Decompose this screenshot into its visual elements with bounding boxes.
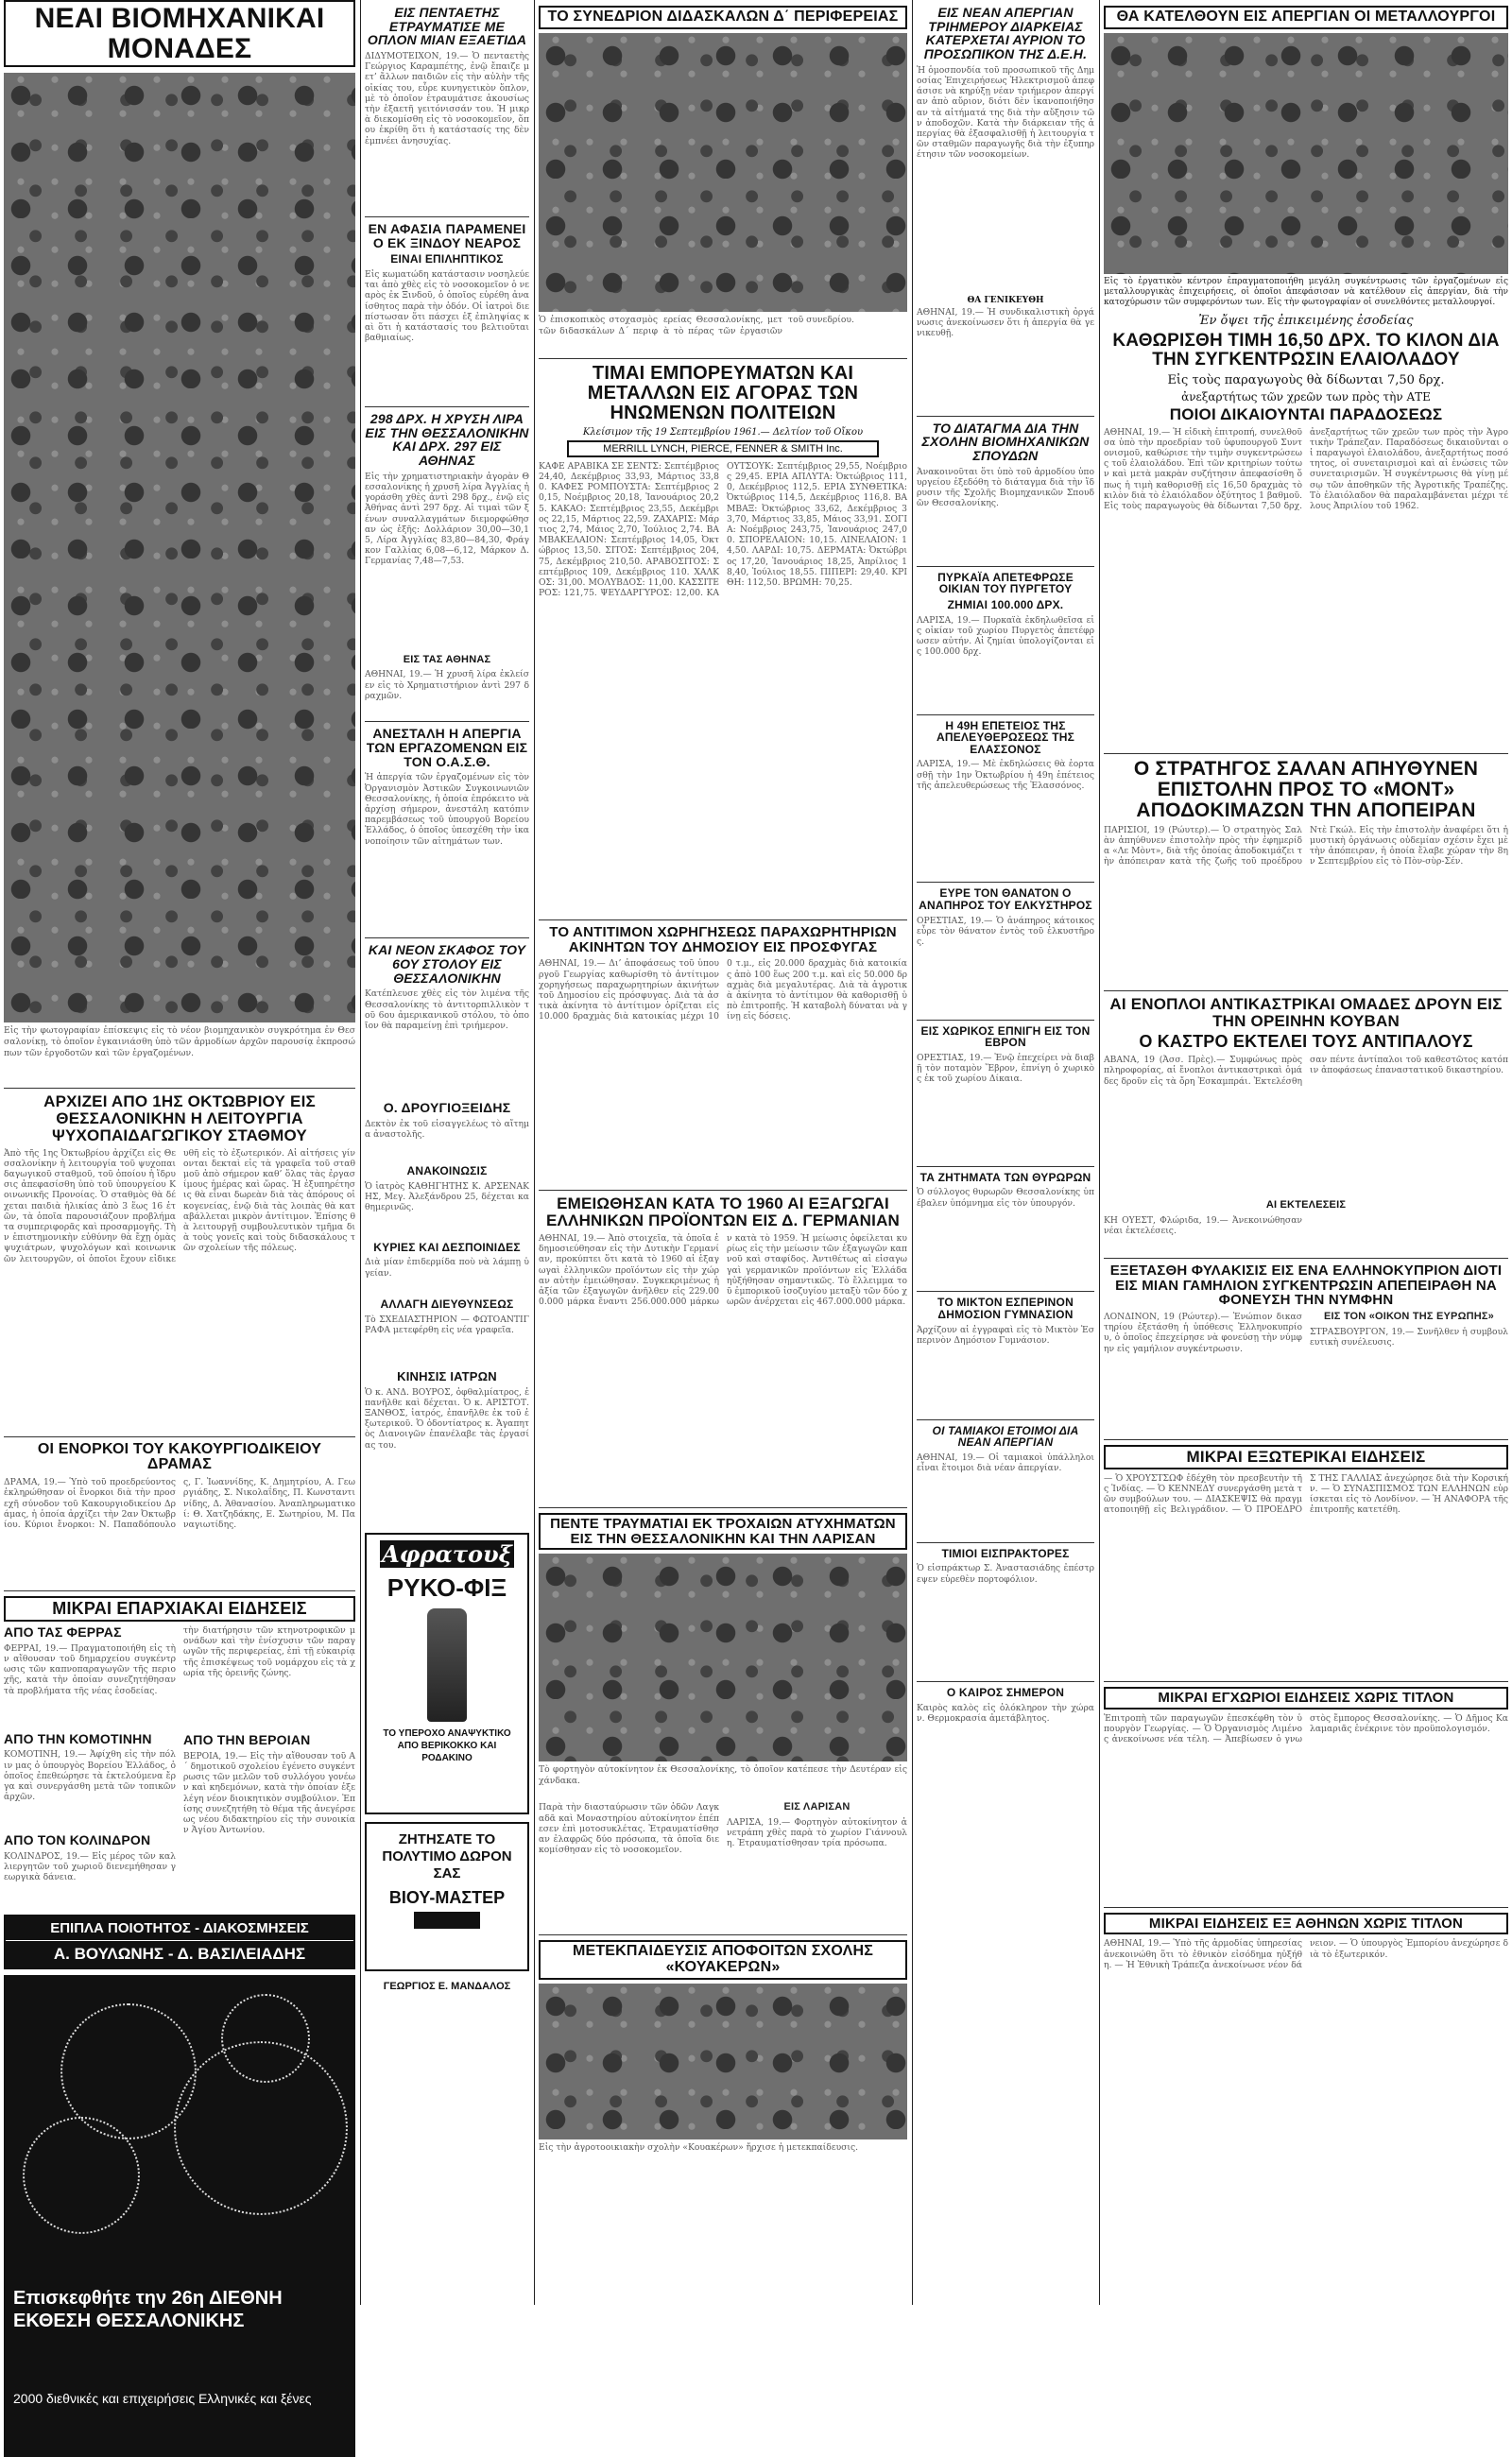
headline-cypriot-arrest: ΕΞΕΤΑΣΘΗ ΦΥΛΑΚΙΣΙΣ ΕΙΣ ΕΝΑ ΕΛΛΗΝΟΚΥΠΡΙΟΝ ΔΙΟΤΙ ΕΙΣ ΜΙΑΝ ΓΑΜΗΛΙΟΝ ΣΥΓΚΕΝΤΡΩΣΙΝ ΑΠΕΠΕΙΡΑΘΗ ΝΑ ΦΟΝΕΥΣΗ ΤΗΝ ΝΥΜΦΗΝ: [1109, 1262, 1503, 1309]
sub-larisa: ΕΙΣ ΛΑΡΙΣΑΝ: [783, 1801, 850, 1813]
headline-elassona: Η 49Η ΕΠΕΤΕΙΟΣ ΤΗΣ ΑΠΕΛΕΥΘΕΡΩΣΕΩΣ ΤΗΣ ΕΛΑΣΣΟΝΟΣ: [936, 718, 1074, 756]
article-cashiers: ΑΘΗΝΑΙ, 19.— Οἱ ταμιακοὶ ὑπάλληλοι εἶναι ἕτοιμοι διὰ νέαν ἀπεργίαν.: [917, 1452, 1094, 1473]
headline-salan-letter: Ο ΣΤΡΑΤΗΓΟΣ ΣΑΛΑΝ ΑΠΗΥΘΥΝΕΝ ΕΠΙΣΤΟΛΗΝ ΠΡΟΣ ΤΟ «ΜΟΝΤ» ΑΠΟΔΟΚΙΜΑΖΩΝ ΤΗΝ ΑΠΟΠΕΙΡΑΝ: [1133, 757, 1479, 821]
congress-photo: [539, 33, 907, 312]
article-kolindros: ΚΟΛΙΝΔΡΟΣ, 19.— Εἰς μέρος τῶν καλλιεργητῶν τοῦ χωριοῦ διενεμήθησαν γεωργικὰ δάνεια.: [4, 1851, 176, 1883]
sub-komotini: ΑΠΟ ΤΗΝ ΚΟΜΟΤΙΝΗΝ: [4, 1730, 152, 1746]
headline-psychopedagogic-station: ΑΡΧΙΖΕΙ ΑΠΟ 1ΗΣ ΟΚΤΩΒΡΙΟΥ ΕΙΣ ΘΕΣΣΑΛΟΝΙΚΗΝ Η ΛΕΙΤΟΥΡΓΙΑ ΨΥΧΟΠΑΙΔΑΓΩΓΙΚΟΥ ΣΤΑΘΜΟΥ: [43, 1092, 316, 1144]
sub-council-europe: ΕΙΣ ΤΟΝ «ΟΙΚΟΝ ΤΗΣ ΕΥΡΩΠΗΣ»: [1323, 1311, 1494, 1323]
factory-photo: [4, 73, 355, 1022]
article-ship: Κατέπλευσε χθὲς εἰς τὸν λιμένα τῆς Θεσσαλονίκης τὸ ἀντιτορπιλλικὸν τοῦ 6ου ἀμερικανικοῦ στόλου, τὸ ὁποῖον θὰ παραμείνῃ ἐπὶ τριήμερον.: [365, 988, 529, 1032]
article-komotini: ΚΟΜΟΤΙΝΗ, 19.— Ἀφίχθη εἰς τὴν πόλιν μας ὁ ὑπουργὸς Βορείου Ἑλλάδος, ὁ ὁποῖος ἐπεθεώρησε τὰ ἐκτελούμενα ἔργα καὶ συνεργάσθη μετὰ τῶν τοπικῶν ἀρχῶν.: [4, 1749, 176, 1803]
furniture-ad: [4, 1915, 355, 1969]
headline-gold-price: 298 ΔΡΧ. Η ΧΡΥΣΗ ΛΙΡΑ ΕΙΣ ΤΗΝ ΘΕΣΣΑΛΟΝΙΚΗΝ ΚΑΙ ΔΡΧ. 297 ΕΙΣ ΑΘΗΝΑΣ: [365, 411, 529, 469]
sub-kolindros: ΑΠΟ ΤΟΝ ΚΟΛΙΝΔΡΟΝ: [4, 1832, 151, 1848]
drink-ad-product: ΡΥΚΟ-ΦΙΞ: [387, 1572, 507, 1602]
article-serres: ΦΕΡΡΑΙ, 19.— Πραγματοποιήθη εἰς τὴν αἴθουσαν τοῦ δημαρχείου συγκέντρωσις τῶν καπνοπαραγωγῶν τῆς περιοχῆς, κατὰ τὴν ὁποίαν συνεζητήθησαν τὰ προβλήματα τῆς νέας ἐσοδείας.: [4, 1642, 176, 1696]
sub-afasia: ΕΙΝΑΙ ΕΠΙΛΗΠΤΙΚΟΣ: [390, 252, 504, 266]
drink-ad-brand: Αφρατουξ: [380, 1540, 514, 1568]
article-doctors: Ὁ κ. ΑΝΔ. ΒΟΥΡΟΣ, ὀφθαλμίατρος, ἐπανῆλθε καὶ δέχεται. Ὁ κ. ΑΡΙΣΤΟΤ. ΞΑΝΘΟΣ, ἰατρός, ἐπανῆλθε ἐκ τοῦ ἐξωτερικοῦ. Ὁ ὀδοντίατρος κ. Ἀγαπητὸς Διανοιγῶν ἐπανέλαβε τὰς ἐργασίας του.: [365, 1386, 529, 1451]
column-4: [917, 0, 1094, 2305]
headline-fire: ΠΥΡΚΑΪΑ ΑΠΕΤΕΦΡΩΣΕ ΟΙΚΙΑΝ ΤΟΥ ΠΥΡΓΕΤΟΥ: [937, 570, 1074, 596]
headline-drosoulides: Ο. ΔΡΟΥΓΙΟΞΕΙΔΗΣ: [383, 1100, 511, 1116]
column-5: [1104, 0, 1508, 2305]
article-castro: ΑΒΑΝΑ, 19 (Ἀσσ. Πρὲς).— Συμφώνως πρὸς πληροφορίας, αἱ ἔνοπλοι ἀντικαστρικαὶ ὁμάδες δροῦν εἰς τὰ ὄρη Ἐσκαμπράι. Ἐκτελέσθησαν πέντε ἀντίπαλοι τοῦ καθεστῶτος κατόπιν ἀποφάσεως ἐπαναστατικοῦ δικαστηρίου.: [1104, 1055, 1508, 1087]
fair-ad-sub: 2000 διεθνικές και επιχειρήσεις Ελληνικές και ξένες: [13, 2391, 312, 2407]
biomaster-ad-title: ΖΗΤΗΣΑΤΕ ΤΟ ΠΟΛΥΤΙΜΟ ΔΩΡΟΝ ΣΑΣ: [382, 1830, 512, 1881]
headline-new-industrial-units: ΝΕΑΙ ΒΙΟΜΗΧΑΝΙΚΑΙ ΜΟΝΑΔΕΣ: [4, 0, 355, 67]
article-athens-news: ΑΘΗΝΑΙ, 19.— Ὑπὸ τῆς ἀρμοδίας ὑπηρεσίας ἀνεκοινώθη ὅτι τὸ ἐθνικὸν εἰσόδημα ηὐξήθη. — Ἡ Ἐθνικὴ Τράπεζα ἀνεκοίνωσε νέον δάνειον. — Ὁ ὑπουργὸς Ἐμπορίου ἀνεχώρησε διὰ τὸ ἐξωτερικόν.: [1104, 1938, 1508, 1970]
drink-ad: [365, 1533, 529, 1814]
headline-foreign-news: ΜΙΚΡΑΙ ΕΞΩΤΕΡΙΚΑΙ ΕΙΔΗΣΕΙΣ: [1104, 1445, 1508, 1469]
article-veria: ΒΕΡΟΙΑ, 19.— Εἰς τὴν αἴθουσαν τοῦ Α΄ δημοτικοῦ σχολείου ἐγένετο συγκέντρωσις τῶν μελῶν τοῦ συλλόγου γονέων καὶ κηδεμόνων, κατὰ τὴν ὁποίαν ἐξελέγη νέον διοικητικὸν συμβούλιον. Ἐπίσης συνεζητήθη τὸ θέμα τῆς ἀνεγέρσεως νέου διδακτηρίου εἰς τὴν συνοικίαν Ἁγίου Ἀντωνίου.: [183, 1750, 355, 1836]
article-exports: ΑΘΗΝΑΙ, 19.— Ἀπὸ στοιχεῖα, τὰ ὁποῖα ἐδημοσιεύθησαν εἰς τὴν Δυτικὴν Γερμανίαν, προκύπτει ὅτι κατὰ τὸ 1960 αἱ ἐξαγωγαὶ ἑλληνικῶν προϊόντων εἰς τὴν χώραν αὐτὴν ἐμειώθησαν. Συγκεκριμένως ἡ ἀξία τῶν ἐξαγωγῶν ἀνῆλθεν εἰς 229.000.000 μάρκα ἔναντι 256.000.000 μάρκων κατὰ τὸ 1959. Ἡ μείωσις ὀφείλεται κυρίως εἰς τὴν μείωσιν τῶν ἐξαγωγῶν καπνοῦ καὶ σταφίδος. Ἀντιθέτως αἱ εἰσαγωγαὶ γερμανικῶν προϊόντων εἰς Ἑλλάδα ηὐξήθησαν σημαντικῶς. Τὸ ἔλλειμμα τοῦ ἐμπορικοῦ ἰσοζυγίου μεταξὺ τῶν δύο χωρῶν ἀνέρχεται εἰς 467.000.000 μάρκα.: [539, 1232, 907, 1308]
article-oasth: Ἡ ἀπεργία τῶν ἐργαζομένων εἰς τὸν Ὀργανισμὸν Ἀστικῶν Συγκοινωνιῶν Θεσσαλονίκης, ἡ ὁποία ἐπρόκειτο νὰ ἀρχίσῃ σήμερον, ἀνεστάλη κατόπιν παρεμβάσεως τοῦ ὑπουργοῦ Βορείου Ἑλλάδος, ὁ ὁποῖος ὑπεσχέθη τὴν ἱκανοποίησιν τῶν αἰτημάτων των.: [365, 772, 529, 847]
article-death: ΟΡΕΣΤΙΑΣ, 19.— Ὁ ἀνάπηρος κάτοικος εὗρε τὸν θάνατον ἐντὸς τοῦ ἐλκυστῆρος.: [917, 915, 1094, 947]
headline-oasth-strike: ΑΝΕΣΤΑΛΗ Η ΑΠΕΡΓΙΑ ΤΩΝ ΕΡΓΑΖΟΜΕΝΩΝ ΕΙΣ ΤΟΝ Ο.Α.Σ.Θ.: [366, 726, 528, 769]
headline-commodity-prices: ΤΙΜΑΙ ΕΜΠΟΡΕΥΜΑΤΩΝ ΚΑΙ ΜΕΤΑΛΛΩΝ ΕΙΣ ΑΓΟΡΑΣ ΤΩΝ ΗΝΩΜΕΝΩΝ ΠΟΛΙΤΕΙΩΝ: [587, 362, 859, 423]
article-doormen: Ὁ σύλλογος θυρωρῶν Θεσσαλονίκης ὑπέβαλεν ὑπόμνημα εἰς τὸν ὑπουργόν.: [917, 1187, 1094, 1209]
prices-dateline: Κλείσιμον τῆς 19 Σεπτεμβρίου 1961.— Δελτίον τοῦ Οἴκου: [582, 426, 864, 438]
headline-traffic-accidents: ΠΕΝΤΕ ΤΡΑΥΜΑΤΙΑΙ ΕΚ ΤΡΟΧΑΙΩΝ ΑΤΥΧΗΜΑΤΩΝ ΕΙΣ ΤΗΝ ΘΕΣΣΑΛΟΝΙΚΗΝ ΚΑΙ ΤΗΝ ΛΑΡΙΣΑΝ: [539, 1513, 907, 1551]
article-pentaeti: ΔΙΔΥΜΟΤΕΙΧΟΝ, 19.— Ὁ πενταετὴς Γεώργιος Καραμπέτης, ἐνῷ ἔπαιζε μετ’ ἄλλων παιδιῶν εἰς τὴν αὐλὴν τῆς οἰκίας του, εὗρε κυνηγετικὸν ὅπλον, μὲ τὸ ὁποῖον ἐτραυμάτισε ἀκουσίως τὴν ἑξαετῆ γειτόνισσάν του. Ἡ μικρὰ διεκομίσθη εἰς τὸ νοσοκομεῖον, ὅπου ἐκρίθη ὅτι ἡ κατάστασίς της δὲν ἐμπνέει ἀνησυχίας.: [365, 51, 529, 146]
article-evros: ΟΡΕΣΤΙΑΣ, 19.— Ἐνῷ ἐπεχείρει νὰ διαβῇ τὸν ποταμὸν Ἕβρον, ἐπνίγη ὁ χωρικὸς ἐκ τοῦ χωρίου Δίκαια.: [917, 1052, 1094, 1085]
headline-evros-drowning: ΕΙΣ ΧΩΡΙΚΟΣ ΕΠΝΙΓΗ ΕΙΣ ΤΟΝ ΕΒΡΟΝ: [920, 1023, 1091, 1050]
drink-ad-bottle: [427, 1608, 467, 1722]
headline-death-lift: ΕΥΡΕ ΤΟΝ ΘΑΝΑΤΟΝ Ο ΑΝΑΠΗΡΟΣ ΤΟΥ ΕΛΚΥΣΤΗΡΟΣ: [919, 886, 1092, 912]
doctor-ad: ΓΕΩΡΓΙΟΣ Ε. ΜΑΝΔΑΛΟΣ: [383, 1980, 511, 1992]
headline-6th-fleet-ship: ΚΑΙ ΝΕΟΝ ΣΚΑΦΟΣ ΤΟΥ 6ΟΥ ΣΤΟΛΟΥ ΕΙΣ ΘΕΣΣΑΛΟΝΙΚΗΝ: [368, 942, 526, 986]
article-elassona: ΛΑΡΙΣΑ, 19.— Μὲ ἐκδηλώσεις θὰ ἑορτασθῇ τὴν 1ην Ὀκτωβρίου ἡ 49η ἐπέτειος τῆς ἀπελευθερώσεως τῆς Ἐλασσόνος.: [917, 759, 1094, 791]
headline-athens-news: ΜΙΚΡΑΙ ΕΙΔΗΣΕΙΣ ΕΞ ΑΘΗΝΩΝ ΧΩΡΙΣ ΤΙΤΛΟΝ: [1104, 1913, 1508, 1935]
metalworkers-caption: Εἰς τὸ ἐργατικὸν κέντρον ἐπραγματοποιήθη μεγάλη συγκέντρωσις τῶν ἐργαζομένων εἰς μεταλλουργικὰς ἐπιχειρήσεις, οἱ ὁποῖοι ἀπεφάσισαν νὰ κατέλθουν εἰς ἀπεργίαν, διὰ τὴν κατοχύρωσιν τῶν συμφερόντων των. Εἰς τὴν φωτογραφίαν οἱ συνελθόντες μεταλλουργοί.: [1104, 276, 1508, 307]
article-weather: Καιρὸς καλὸς εἰς ὁλόκληρον τὴν χώραν. Θερμοκρασία ἀμετάβλητος.: [917, 1702, 1094, 1725]
article-genikeusi: ΑΘΗΝΑΙ, 19.— Ἡ συνδικαλιστικὴ ὀργάνωσις ἀνεκοίνωσεν ὅτι ἡ ἀπεργία θὰ γενικευθῇ.: [917, 306, 1094, 339]
sub-executions: ΑΙ ΕΚΤΕΛΕΣΕΙΣ: [1265, 1199, 1347, 1211]
article-athens-gold: ΑΘΗΝΑΙ, 19.— Ἡ χρυσῆ λίρα ἐκλείσεν εἰς τὸ Χρηματιστήριον ἀντὶ 297 δραχμῶν.: [365, 669, 529, 701]
headline-doctors: ΚΙΝΗΣΙΣ ΙΑΤΡΩΝ: [397, 1368, 497, 1383]
headline-cashiers-strike: ΟΙ ΤΑΜΙΑΚΟΙ ΕΤΟΙΜΟΙ ΔΙΑ ΝΕΑΝ ΑΠΕΡΓΙΑΝ: [932, 1423, 1079, 1450]
headline-afasia: ΕΝ ΑΦΑΣΙΑ ΠΑΡΑΜΕΝΕΙ Ο ΕΚ ΞΙΝΔΟΥ ΝΕΑΡΟΣ: [368, 221, 526, 250]
sub-fire: ΖΗΜΙΑΙ 100.000 ΔΡΧ.: [947, 598, 1064, 611]
quaker-school-photo: [539, 1984, 907, 2139]
accident-photo: [539, 1554, 907, 1761]
prices-firm: MERRILL LYNCH, PIERCE, FENNER & SMITH Inc.: [567, 440, 879, 457]
article-drama-jurors: ΔΡΑΜΑ, 19.— Ὑπὸ τοῦ προεδρεύοντος ἐκληρώθησαν οἱ ἔνορκοι διὰ τὴν προσεχῆ σύνοδον τοῦ Κακουργιοδικείου Δράμας, ἡ ὁποία ἀρχίζει τὴν 2αν Ὀκτωβρίου. Κύριοι ἔνορκοι: Ν. Παπαδόπουλος, Γ. Ἰωαννίδης, Κ. Δημητρίου, Α. Γεωργιάδης, Σ. Νικολαΐδης, Π. Κωνσταντινίδης, Δ. Ἀθανασίου. Ἀναπληρωματικοί: Θ. Χατζηδάκης, Ε. Σωτηρίου, Μ. Παναγιωτίδης.: [4, 1477, 355, 1530]
viewmaster-logo: [414, 1912, 480, 1929]
article-collectors: Ὁ εἰσπράκτωρ Σ. Ἀναστασιάδης ἐπέστρεψεν εὑρεθὲν πορτοφόλιον.: [917, 1563, 1094, 1585]
headline-metalworkers: ΘΑ ΚΑΤΕΛΘΟΥΝ ΕΙΣ ΑΠΕΡΓΙΑΝ ΟΙ ΜΕΤΑΛΛΟΥΡΓΟΙ: [1104, 6, 1508, 29]
headline-quaker-school: ΜΕΤΕΚΠΑΙΔΕΥΣΙΣ ΑΠΟΦΟΙΤΩΝ ΣΧΟΛΗΣ «ΚΟΥΑΚΕΡΩΝ»: [539, 1940, 907, 1980]
headline-announcement: ΑΝΑΚΟΙΝΩΣΙΣ: [406, 1164, 488, 1178]
article-foreign: — Ὁ ΧΡΟΥΣΤΣΩΦ ἐδέχθη τὸν πρεσβευτὴν τῆς Ἰνδίας. — Ὁ ΚΕΝΝΕΔΥ συνεργάσθη μετὰ τῶν συμβούλων του. — ΔΙΑΣΚΕΨΙΣ θὰ πραγματοποιηθῇ εἰς Βελιγράδιον. — Ὁ ΠΡΟΕΔΡΟΣ ΤΗΣ ΓΑΛΛΙΑΣ ἀνεχώρησε διὰ τὴν Κορσικήν. — Ὁ ΣΥΝΑΣΠΙΣΜΟΣ ΤΩΝ ΕΛΛΗΝΩΝ εὑρίσκεται εἰς τὸ Λονδίνον. — Ἡ ΑΝΑΦΟΡΑ τῆς ἐπιτροπῆς κατετέθη.: [1104, 1472, 1508, 1516]
article-announcement: Ὁ ἰατρὸς ΚΑΘΗΓΗΤΗΣ Κ. ΑΡΣΕΝΑΚΗΣ, Μεγ. Ἀλεξάνδρου 25, δέχεται καθημερινῶς.: [365, 1180, 529, 1213]
headline-refugee-titles: ΤΟ ΑΝΤΙΤΙΜΟΝ ΧΩΡΗΓΗΣΕΩΣ ΠΑΡΑΧΩΡΗΤΗΡΙΩΝ ΑΚΙΝΗΤΩΝ ΤΟΥ ΔΗΜΟΣΙΟΥ ΕΙΣ ΠΡΟΣΦΥΓΑΣ: [549, 923, 897, 955]
article-decree: Ἀνακοινοῦται ὅτι ὑπὸ τοῦ ἁρμοδίου ὑπουργείου ἐξεδόθη τὸ διάταγμα διὰ τὴν ἵδρυσιν τῆς Σχολῆς Βιομηχανικῶν Σπουδῶν Θεσσαλονίκης.: [917, 466, 1094, 509]
article-gold: Εἰς τὴν χρηματιστηριακὴν ἀγορὰν Θεσσαλονίκης ἡ χρυσῆ λίρα Ἀγγλίας ἠγοράσθη χθὲς ἀντὶ 298 δρχ., ἐνῷ εἰς Ἀθήνας ἀντὶ 297 δρχ. Αἱ τιμαὶ τῶν ξένων συναλλαγμάτων διεμορφώθησαν ὡς ἑξῆς: Δολλάριον 30,00—30,15, Λίρα Ἀγγλίας 83,80—84,30, Φράγκον Γαλλίας 6,08—6,12, Μάρκον Δ. Γερμανίας 7,48—7,53.: [365, 471, 529, 567]
headline-address-change: ΑΛΛΑΓΗ ΔΙΕΥΘΥΝΣΕΩΣ: [380, 1297, 514, 1312]
column-2: [365, 0, 529, 2305]
column-3: [539, 0, 907, 2305]
column-1: [4, 0, 355, 2407]
sub-oil-producers: Εἰς τοὺς παραγωγοὺς θὰ δίδωνται 7,50 δρχ.: [1167, 372, 1445, 387]
headline-exports-germany: ΕΜΕΙΩΘΗΣΑΝ ΚΑΤΑ ΤΟ 1960 ΑΙ ΕΞΑΓΩΓΑΙ ΕΛΛΗΝΙΚΩΝ ΠΡΟΪΟΝΤΩΝ ΕΙΣ Δ. ΓΕΡΜΑΝΙΑΝ: [545, 1194, 901, 1230]
article-afasia: Εἰς κωματώδη κατάστασιν νοσηλεύεται ἀπὸ χθὲς εἰς τὸ νοσοκομεῖον ὁ νεαρὸς ἐκ Ξινδοῦ, ὁ ὁποῖος εὑρέθη ἀναίσθητος παρὰ τὴν ὁδόν. Οἱ ἰατροὶ διεπίστωσαν ὅτι πάσχει ἐξ ἐπιληψίας καὶ ὅτι ἡ κατάστασίς του βελτιοῦται βαθμιαίως.: [365, 269, 529, 344]
sub-oil-debts: ἀνεξαρτήτως τῶν χρεῶν των πρὸς τὴν ΑΤΕ: [1181, 389, 1431, 404]
article-accidents: Παρὰ τὴν διασταύρωσιν τῶν ὁδῶν Λαγκαδᾶ καὶ Μοναστηρίου αὐτοκίνητον ἐπέπεσεν ἐπὶ μοτοσυκλέτας. Ἐτραυματίσθησαν ἐλαφρῶς δύο πρόσωπα, τὰ ὁποῖα διεκομίσθησαν εἰς τὸ νοσοκομεῖον. ΕΙΣ ΛΑΡΙΣΑΝ ΛΑΡΙΣΑ, 19.— Φορτηγὸν αὐτοκίνητον ἀνετράπη χθὲς παρὰ τὸ χωρίον Γιάννουλη. Ἐτραυματίσθησαν τρία πρόσωπα.: [539, 1801, 907, 1856]
article-domestic: Ἐπιτροπὴ τῶν παραγωγῶν ἐπεσκέφθη τὸν ὑπουργὸν Γεωργίας. — Ὁ Ὀργανισμὸς Λιμένος ἀνεκοίνωσε νέα τέλη. — Ἀπεβίωσεν ὁ γνωστὸς ἔμπορος Θεσσαλονίκης. — Ὁ Δῆμος Καλαμαριᾶς ἐνέκρινε τὸν προϋπολογισμόν.: [1104, 1712, 1508, 1745]
headline-castro-executes: Ο ΚΑΣΤΡΟ ΕΚΤΕΛΕΙ ΤΟΥΣ ΑΝΤΙΠΑΛΟΥΣ: [1139, 1032, 1473, 1052]
biomaster-ad: [365, 1822, 529, 1971]
biomaster-ad-brand: ΒΙΟΥ-ΜΑΣΤΕΡ: [388, 1887, 506, 1907]
article-salan: ΠΑΡΙΣΙΟΙ, 19 (Ρώυτερ).— Ὁ στρατηγὸς Σαλὰν ἀπηύθυνεν ἐπιστολὴν πρὸς τὴν ἐφημερίδα «Λε Μὸντ», διὰ τῆς ὁποίας ἀποδοκιμάζει τὴν ἀπόπειραν κατὰ τῆς ζωῆς τοῦ προέδρου Ντὲ Γκώλ. Εἰς τὴν ἐπιστολὴν ἀναφέρει ὅτι ἡ μυστικὴ ὀργάνωσις οὐδεμίαν σχέσιν ἔχει μὲ τὴν ἀπόπειραν, ἡ ὁποία ἔλαβε χώραν τὴν 8ην Σεπτεμβρίου εἰς τὸ Πὸν-σὺρ-Σέν.: [1104, 824, 1508, 868]
article-prices: ΚΑΦΕ ΑΡΑΒΙΚΑ ΣΕ ΣΕΝΤΣ: Σεπτέμβριος 24,40, Δεκέμβριος 33,93, Μάρτιος 33,80. ΚΑΦΕΣ ΡΟΜΠΟΥΣΤΑ: Σεπτέμβριος 20,15, Νοέμβριος 20,18, Ἰανουάριος 20,25. ΚΑΚΑΟ: Σεπτέμβριος 23,55, Δεκέμβριος 22,15, Μάρτιος 22,59. ΖΑΧΑΡΙΣ: Μάρτιος 2,74, Μάιος 2,70, Ἰούλιος 2,74. ΒΑΜΒΑΚΕΛΑΙΟΝ: Σεπτέμβριος 14,05, Ὀκτώβριος 13,50. ΣΙΤΟΣ: Σεπτέμβριος 204,75, Δεκέμβριος 210,50. ΑΡΑΒΟΣΙΤΟΣ: Σεπτέμβριος 109, Δεκέμβριος 110. ΧΑΛΚΟΣ: 31,00. ΜΟΛΥΒΔΟΣ: 11,00. ΚΑΣΣΙΤΕΡΟΣ: 121,75. ΨΕΥΔΑΡΓΥΡΟΣ: 12,00. ΚΑΟΥΤΣΟΥΚ: Σεπτέμβριος 29,55, Νοέμβριος 29,45. ΕΡΙΑ ΑΠΛΥΤΑ: Ὀκτώβριος 111,0, Δεκέμβριος 112,5. ΕΡΙΑ ΣΥΝΘΕΤΙΚΑ: Ὀκτώβριος 114,5, Δεκέμβριος 116,8. ΒΑΜΒΑΞ: Ὀκτώβριος 33,62, Δεκέμβριος 33,70, Μάρτιος 33,85, Μάιος 33,91. ΣΟΓΙΑ: Νοέμβριος 243,75, Ἰανουάριος 247,00. ΣΠΟΡΕΛΑΙΟΝ: 10,15. ΛΙΝΕΛΑΙΟΝ: 14,50. ΛΑΡΔΙ: 10,75. ΔΕΡΜΑΤΑ: Ὀκτώβριος 17,20, Ἰανουάριος 18,25, Ἀπρίλιος 18,40, Ἰούλιος 18,55. ΠΙΠΕΡΙ: 29,40. ΚΡΙΘΗ: 112,50. ΒΡΩΜΗ: 70,25.: [539, 460, 907, 599]
furniture-ad-title: ΕΠΙΠΛΑ ΠΟΙΟΤΗΤΟΣ - ΔΙΑΚΟΣΜΗΣΕΙΣ: [6, 1916, 353, 1940]
article-cypriot: ΛΟΝΔΙΝΟΝ, 19 (Ρώυτερ).— Ἐνώπιον δικαστηρίου ἐξετάσθη ἡ ὑπόθεσις Ἑλληνοκυπρίου, ὁ ὁποῖος ἐπεχείρησε νὰ φονεύσῃ τὴν νύμφην εἰς γαμήλιον συγκέντρωσιν. ΕΙΣ ΤΟΝ «ΟΙΚΟΝ ΤΗΣ ΕΥΡΩΠΗΣ» ΣΤΡΑΣΒΟΥΡΓΟΝ, 19.— Συνῆλθεν ἡ συμβουλευτικὴ συνέλευσις.: [1104, 1311, 1508, 1354]
headline-anticastro-groups: ΑΙ ΕΝΟΠΛΟΙ ΑΝΤΙΚΑΣΤΡΙΚΑΙ ΟΜΑΔΕΣ ΔΡΟΥΝ ΕΙΣ ΤΗΝ ΟΡΕΙΝΗΝ ΚΟΥΒΑΝ: [1109, 994, 1503, 1030]
headline-dei-strike: ΕΙΣ ΝΕΑΝ ΑΠΕΡΓΙΑΝ ΤΡΙΗΜΕΡΟΥ ΔΙΑΡΚΕΙΑΣ ΚΑΤΕΡΧΕΤΑΙ ΑΥΡΙΟΝ ΤΟ ΠΡΟΣΩΠΙΚΟΝ ΤΗΣ Δ.Ε.Η.: [923, 5, 1088, 62]
article-provincial-cont: τὴν διατήρησιν τῶν κτηνοτροφικῶν μονάδων καὶ τὴν ἐνίσχυσιν τῶν παραγωγῶν τῆς περιφερείας, ἐπὶ τῇ εὐκαιρίᾳ τῆς ἐπισκέψεως τοῦ νομάρχου εἰς τὰ χωρία τῆς ὀρεινῆς ζώνης.: [183, 1625, 355, 1678]
article-olive-oil: ΑΘΗΝΑΙ, 19.— Ἡ εἰδικὴ ἐπιτροπή, συνελθοῦσα ὑπὸ τὴν προεδρίαν τοῦ ὑφυπουργοῦ Συντονισμοῦ, καθώρισε τὴν τιμὴν συγκεντρώσεως τοῦ ἐλαιολάδου. Ἐπὶ τῶν κριτηρίων τούτων καὶ μετὰ μακρὰν συζήτησιν ἀπεφασίσθη ὅπως ἡ τιμὴ καθορισθῇ εἰς 16,50 δραχμὰς τὸ κιλὸν διὰ τὸ ἐλαιόλαδον ὀξύτητος 1 βαθμοῦ. Εἰς τοὺς παραγωγοὺς θὰ δίδωνται 7,50 δρχ. ἀνεξαρτήτως τῶν χρεῶν των πρὸς τὴν Ἀγροτικὴν Τράπεζαν. Παραδόσεως δικαιοῦνται οἱ παραγωγοὶ ἐλαιολάδου, ἀνεξαρτήτως ποσότητος, οἱ συνεταιρισμοὶ καὶ αἱ ἑνώσεις τῶν συνεταιρισμῶν. Ἡ συγκέντρωσις θὰ γίνῃ μέσῳ τῶν ἀποθηκῶν τῆς Ἀγροτικῆς Τραπέζης. Τὸ ἐλαιόλαδον θὰ παραλαμβάνεται μέχρι τέλους Ἀπριλίου τοῦ 1962.: [1104, 426, 1508, 511]
article-dei-strike: Ἡ ὁμοσπονδία τοῦ προσωπικοῦ τῆς Δημοσίας Ἐπιχειρήσεως Ἠλεκτρισμοῦ ἀπεφάσισε νὰ κηρύξῃ νέαν τριήμερον ἀπεργίαν ἀπὸ αὔριον, διότι δὲν ἱκανοποιήθησαν τὰ αἰτήματά της διὰ τὴν αὔξησιν τῶν ἀποδοχῶν. Κατὰ τὴν διάρκειαν τῆς ἀπεργίας θὰ ἐξασφαλισθῇ ἡ λειτουργία τῶν σταθμῶν παραγωγῆς διὰ τὴν ἐξυπηρέτησιν τῶν νοσοκομείων.: [917, 64, 1094, 161]
drink-ad-desc: ΤΟ ΥΠΕΡΟΧΟ ΑΝΑΨΥΚΤΙΚΟ ΑΠΟ ΒΕΡΙΚΟΚΚΟ ΚΑΙ ΡΟΔΑΚΙΝΟ: [383, 1727, 511, 1763]
sub-athens: ΕΙΣ ΤΑΣ ΑΘΗΝΑΣ: [403, 653, 491, 665]
headline-weather: Ο ΚΑΙΡΟΣ ΣΗΜΕΡΟΝ: [946, 1686, 1065, 1700]
fair-ad: [4, 1975, 355, 2457]
headline-evening-gymnasium: ΤΟ ΜΙΚΤΟΝ ΕΣΠΕΡΙΝΟΝ ΔΗΜΟΣΙΟΝ ΓΥΜΝΑΣΙΟΝ: [937, 1296, 1074, 1321]
headline-olive-oil-price: ΚΑΘΩΡΙΣΘΗ ΤΙΜΗ 16,50 ΔΡΧ. ΤΟ ΚΙΛΟΝ ΔΙΑ ΤΗΝ ΣΥΓΚΕΝΤΡΩΣΙΝ ΕΛΑΙΟΛΑΔΟΥ: [1112, 330, 1500, 369]
metalworkers-photo: [1104, 33, 1508, 274]
headline-domestic-news: ΜΙΚΡΑΙ ΕΓΧΩΡΙΟΙ ΕΙΔΗΣΕΙΣ ΧΩΡΙΣ ΤΙΤΛΟΝ: [1104, 1687, 1508, 1710]
dateline-genikeusi: ΘΑ ΓΕΝΙΚΕΥΘΗ: [967, 295, 1044, 305]
headline-teachers-congress: ΤΟ ΣΥΝΕΔΡΙΟΝ ΔΙΔΑΣΚΑΛΩΝ Δ΄ ΠΕΡΙΦΕΡΕΙΑΣ: [539, 6, 907, 29]
accident-photo-caption: Τὸ φορτηγὸν αὐτοκίνητον ἐκ Θεσσαλονίκης, τὸ ὁποῖον κατέπεσε τὴν Δευτέραν εἰς χάνδακα.: [539, 1764, 907, 1787]
headline-honest-collectors: ΤΙΜΙΟΙ ΕΙΣΠΡΑΚΤΟΡΕΣ: [941, 1546, 1070, 1560]
kicker-harvest: Ἐν ὄψει τῆς ἐπικειμένης ἐσοδείας: [1198, 313, 1414, 328]
furniture-ad-names: Α. ΒΟΥΛΩΝΗΣ - Δ. ΒΑΣΙΛΕΙΑΔΗΣ: [6, 1940, 353, 1967]
sub-veria: ΑΠΟ ΤΗΝ ΒΕΡΟΙΑΝ: [183, 1732, 311, 1748]
headline-ladies: ΚΥΡΙΕΣ ΚΑΙ ΔΕΣΠΟΙΝΙΔΕΣ: [373, 1240, 521, 1254]
article-ladies: Διὰ μίαν ἐπιδερμίδα ποὺ νὰ λάμπῃ ὑγείαν.: [365, 1257, 529, 1279]
quaker-school-caption: Εἰς τὴν ἀγροτοοικιακὴν σχολὴν «Κουακέρων» ἤρχισε ἡ μετεκπαίδευσις.: [539, 2142, 859, 2154]
article-gymnasium: Ἀρχίζουν αἱ ἐγγραφαὶ εἰς τὸ Μικτὸν Ἑσπερινὸν Δημόσιον Γυμνάσιον.: [917, 1324, 1094, 1346]
article-drosoulides: Δεκτὸν ἐκ τοῦ εἰσαγγελέως τὸ αἴτημα ἀναστολῆς.: [365, 1119, 529, 1141]
factory-photo-caption: Εἰς τὴν φωτογραφίαν ἐπίσκεψις εἰς τὸ νέον βιομηχανικὸν συγκρότημα ἐν Θεσσαλονίκῃ, τὸ ὁποῖον ἐγκαινιάσθη ὑπὸ τῶν ἁρμοδίων ἀρχῶν παρουσίᾳ ἐκπροσώπων τῶν ἐργοδοτῶν καὶ τῶν ἐργαζομένων.: [4, 1025, 355, 1058]
headline-who-entitled: ΠΟΙΟΙ ΔΙΚΑΙΟΥΝΤΑΙ ΠΑΡΑΔΟΣΕΩΣ: [1169, 404, 1443, 423]
fair-ad-visit: Επισκεφθήτε την 26η ΔΙΕΘΝΗ ΕΚΘΕΣΗ ΘΕΣΣΑΛΟΝΙΚΗΣ: [13, 2288, 283, 2332]
article-executions: ΚΗ ΟΥΕΣΤ, Φλώριδα, 19.— Ἀνεκοινώθησαν νέαι ἐκτελέσεις.: [1104, 1214, 1302, 1236]
congress-photo-caption: Ὁ ἐπισκοπικὸς στοχασμὸς τῶν διδασκάλων Δ΄ περιφερείας Θεσσαλονίκης, μετὰ τὸ πέρας τῶν ἐργασιῶν τοῦ συνεδρίου.: [539, 314, 854, 336]
article-fire: ΛΑΡΙΣΑ, 19.— Πυρκαϊὰ ἐκδηλωθεῖσα εἰς οἰκίαν τοῦ χωρίου Πυργετὸς ἀπετέφρωσεν αὐτήν. Αἱ ζημίαι ὑπολογίζονται εἰς 100.000 δρχ.: [917, 614, 1094, 658]
article-psychopedagogic: Ἀπὸ τῆς 1ης Ὀκτωβρίου ἀρχίζει εἰς Θεσσαλονίκην ἡ λειτουργία τοῦ ψυχοπαιδαγωγικοῦ σταθμοῦ, τοῦ ὁποίου ἡ ἵδρυσις ἀπεφασίσθη ὑπὸ τοῦ ὑπουργείου Κοινωνικῆς Προνοίας. Ὁ σταθμὸς θὰ δέχεται παιδιὰ ἡλικίας ἀπὸ 3 ἕως 16 ἐτῶν, τὰ ὁποῖα παρουσιάζουν προβλήματα συμπεριφορᾶς καὶ προσαρμογῆς. Τὴν ἐπιστημονικὴν εὐθύνην θὰ ἔχῃ ὁμὰς ψυχιάτρων, ψυχολόγων καὶ κοινωνικῶν λειτουργῶν, οἱ ὁποῖοι ἔχουν εἰδικευθῆ εἰς τὸ ἐξωτερικόν. Αἱ αἰτήσεις γίνονται δεκταὶ εἰς τὰ γραφεῖα τοῦ σταθμοῦ ἀπὸ σήμερον καθ’ ὅλας τὰς ἐργασίμους ἡμέρας καὶ ὥρας. Ἡ ἐξυπηρέτησις θὰ εἶναι δωρεὰν διὰ τὰς ἀπόρους οἰκογενείας, ἐνῷ διὰ τὰς λοιπὰς θὰ καταβάλλεται μικρὸν ἀντίτιμον. Ἐπίσης θὰ λειτουργῇ συμβουλευτικὸν τμῆμα διὰ τοὺς γονεῖς καὶ τοὺς διδασκάλους τῶν σχολείων τῆς πόλεως.: [4, 1147, 355, 1264]
headline-provincial-news: ΜΙΚΡΑΙ ΕΠΑΡΧΙΑΚΑΙ ΕΙΔΗΣΕΙΣ: [4, 1596, 355, 1622]
sub-serres: ΑΠΟ ΤΑΣ ΦΕΡΡΑΣ: [4, 1624, 122, 1641]
article-address: Τὸ ΣΧΕΔΙΑΣΤΗΡΙΟΝ — ΦΩΤΟΑΝΤΙΓΡΑΦΑ μετεφέρθη εἰς νέα γραφεῖα.: [365, 1314, 529, 1336]
headline-doormen: ΤΑ ΖΗΤΗΜΑΤΑ ΤΩΝ ΘΥΡΩΡΩΝ: [919, 1170, 1091, 1184]
headline-pentaeti: ΕΙΣ ΠΕΝΤΑΕΤΗΣ ΕΤΡΑΥΜΑΤΙΣΕ ΜΕ ΟΠΛΟΝ ΜΙΑΝ ΕΞΑΕΤΙΔΑ: [367, 5, 527, 48]
headline-drama-jurors: ΟΙ ΕΝΟΡΚΟΙ ΤΟΥ ΚΑΚΟΥΡΓΙΟΔΙΚΕΙΟΥ ΔΡΑΜΑΣ: [37, 1440, 322, 1473]
headline-industrial-school: ΤΟ ΔΙΑΤΑΓΜΑ ΔΙΑ ΤΗΝ ΣΧΟΛΗΝ ΒΙΟΜΗΧΑΝΙΚΩΝ ΣΠΟΥΔΩΝ: [921, 420, 1090, 464]
article-refugee-titles: ΑΘΗΝΑΙ, 19.— Δι’ ἀποφάσεως τοῦ ὑπουργοῦ Γεωργίας καθωρίσθη τὸ ἀντίτιμον χορηγήσεως παραχωρητηρίων ἀκινήτων τοῦ Δημοσίου εἰς πρόσφυγας. Διὰ τὰ ἀστικὰ ἀκίνητα τὸ ἀντίτιμον ὁρίζεται εἰς 10.000 δραχμὰς διὰ κατοικίας μέχρι 100 τ.μ., εἰς 20.000 δραχμὰς διὰ κατοικίας ἀπὸ 100 ἕως 200 τ.μ. καὶ εἰς 50.000 δραχμὰς διὰ μεγαλυτέρας. Διὰ τὰ ἀγροτικὰ ἀκίνητα τὸ ἀντίτιμον θὰ καθορισθῇ ὑπὸ ἐπιτροπῆς. Ἡ καταβολὴ δύναται νὰ γίνῃ εἰς δόσεις.: [539, 958, 907, 1022]
